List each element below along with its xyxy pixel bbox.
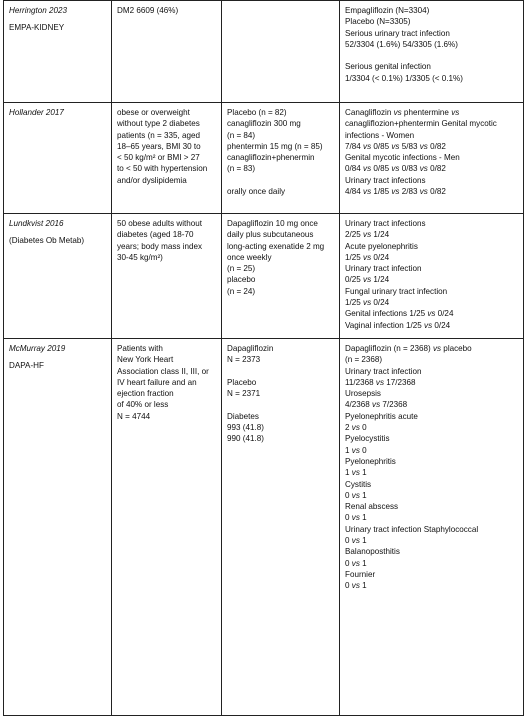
- population-line: Association class II, III, or: [117, 366, 209, 376]
- outcome-line: Acute pyelonephritis: [345, 241, 418, 251]
- outcome-line: 1 vs 1: [345, 468, 367, 478]
- population-line: N = 4744: [117, 411, 151, 421]
- outcome-line: 0/25 vs 1/24: [345, 275, 390, 285]
- population-line: 18–65 years, BMI 30 to: [117, 141, 201, 151]
- population-line: patients (n = 335, aged: [117, 130, 201, 140]
- population-cell: [112, 214, 222, 339]
- population-cell: [112, 103, 222, 214]
- study-name: McMurray 2019: [9, 344, 66, 353]
- outcome-line: Balanoposthitis: [345, 547, 400, 557]
- outcome-line: 7/84 vs 0/85 vs 5/83 vs 0/82: [345, 141, 446, 151]
- table-row: [4, 103, 524, 214]
- intervention-line: 993 (41.8): [227, 423, 264, 433]
- outcome-line: Pyelonephritis: [345, 456, 396, 466]
- population-line: Patients with: [117, 344, 163, 353]
- population-line: without type 2 diabetes: [117, 119, 200, 129]
- evidence-table: [3, 0, 524, 716]
- intervention-cell: [222, 1, 340, 103]
- study-subtitle: EMPA-KIDNEY: [9, 23, 65, 33]
- table-row: [4, 1, 524, 103]
- intervention-line: placebo: [227, 275, 256, 285]
- population-line: 50 obese adults without: [117, 219, 203, 228]
- outcome-line: Urinary tract infections: [345, 175, 426, 185]
- population-line: of 40% or less: [117, 400, 169, 410]
- outcome-line: Genital infections 1/25 vs 0/24: [345, 309, 454, 319]
- outcome-line: Urinary tract infection: [345, 366, 422, 376]
- outcome-line: Placebo (N=3305): [345, 17, 411, 27]
- outcome-line: 2/25 vs 1/24: [345, 230, 390, 240]
- outcome-line: Serious genital infection: [345, 62, 431, 72]
- intervention-cell: [222, 103, 340, 214]
- population-line: IV heart failure and an: [117, 377, 197, 387]
- intervention-line: Placebo: [227, 377, 257, 387]
- outcome-line: Fungal urinary tract infection: [345, 286, 448, 296]
- table-row: [4, 214, 524, 339]
- outcome-line: Serious urinary tract infection: [345, 28, 450, 38]
- intervention-line: daily plus subcutaneous: [227, 230, 314, 240]
- outcome-line: Pyelocystitis: [345, 434, 390, 444]
- intervention-line: (n = 83): [227, 164, 256, 174]
- outcome-line: 0 vs 1: [345, 558, 367, 568]
- intervention-line: (n = 25): [227, 264, 256, 274]
- intervention-line: Placebo (n = 82): [227, 108, 287, 117]
- outcome-line: 1 vs 0: [345, 445, 367, 455]
- outcome-line: Vaginal infection 1/25 vs 0/24: [345, 320, 451, 330]
- outcome-line: Cystitis: [345, 479, 372, 489]
- outcome-line: Pyelonephritis acute: [345, 411, 418, 421]
- study-cell: [4, 214, 112, 339]
- population-line: ejection fraction: [117, 389, 174, 399]
- intervention-line: orally once daily: [227, 187, 286, 197]
- outcome-line: Genital mycotic infections - Men: [345, 153, 460, 163]
- study-name: Hollander 2017: [9, 108, 64, 117]
- intervention-line: canagliflozin+phenermin: [227, 153, 315, 163]
- intervention-line: Dapagliflozin 10 mg once: [227, 219, 318, 228]
- outcome-line: 1/25 vs 0/24: [345, 298, 390, 308]
- outcome-line: Urosepsis: [345, 389, 381, 399]
- population-line: years; body mass index: [117, 241, 203, 251]
- intervention-cell: [222, 214, 340, 339]
- intervention-line: 990 (41.8): [227, 434, 264, 444]
- outcome-line: Canagliflozin vs phentermine vs: [345, 108, 460, 117]
- intervention-line: Dapagliflozin: [227, 344, 274, 353]
- outcome-line: canagliflozion+phentermin Genital mycotic: [345, 119, 497, 129]
- outcomes-cell: [340, 214, 524, 339]
- population-cell: [112, 1, 222, 103]
- population-line: New York Heart: [117, 355, 174, 365]
- intervention-cell: [222, 339, 340, 716]
- population-line: to < 50 with hypertension: [117, 164, 208, 174]
- study-cell: [4, 103, 112, 214]
- study-name: Herrington 2023: [9, 6, 68, 15]
- population-line: 30-45 kg/m²): [117, 252, 163, 262]
- intervention-line: N = 2371: [227, 389, 261, 399]
- study-subtitle: (Diabetes Ob Metab): [9, 236, 85, 246]
- outcome-line: infections - Women: [345, 130, 415, 140]
- table-row: [4, 339, 524, 716]
- outcomes-cell: [340, 103, 524, 214]
- intervention-line: phentermin 15 mg (n = 85): [227, 141, 323, 151]
- outcome-line: 1/3304 (< 0.1%) 1/3305 (< 0.1%): [345, 73, 463, 83]
- intervention-line: (n = 24): [227, 286, 256, 296]
- outcome-line: 2 vs 0: [345, 423, 367, 433]
- outcome-line: 0 vs 1: [345, 490, 367, 500]
- study-subtitle: DAPA-HF: [9, 361, 44, 371]
- outcomes-cell: [340, 1, 524, 103]
- outcome-line: 0 vs 1: [345, 536, 367, 546]
- population-line: < 50 kg/m² or BMI > 27: [117, 153, 200, 163]
- intervention-line: once weekly: [227, 252, 272, 262]
- outcome-line: Empagliflozin (N=3304): [345, 6, 430, 15]
- population-line: DM2 6609 (46%): [117, 6, 179, 15]
- population-line: obese or overweight: [117, 108, 190, 117]
- outcome-line: Dapagliflozin (n = 2368) vs placebo: [345, 344, 472, 353]
- outcome-line: 4/2368 vs 7/2368: [345, 400, 408, 410]
- study-cell: [4, 1, 112, 103]
- intervention-line: canagliflozin 300 mg: [227, 119, 301, 129]
- outcome-line: 52/3304 (1.6%) 54/3305 (1.6%): [345, 39, 458, 49]
- study-cell: [4, 339, 112, 716]
- outcome-line: Urinary tract infection Staphylococcal: [345, 524, 479, 534]
- outcome-line: Urinary tract infections: [345, 219, 426, 228]
- population-line: diabetes (aged 18-70: [117, 230, 194, 240]
- outcome-line: 0/84 vs 0/85 vs 0/83 vs 0/82: [345, 164, 446, 174]
- study-name: Lundkvist 2016: [9, 219, 64, 228]
- intervention-line: (n = 84): [227, 130, 256, 140]
- outcome-line: (n = 2368): [345, 355, 383, 365]
- population-line: and/or dyslipidemia: [117, 175, 187, 185]
- population-cell: [112, 339, 222, 716]
- intervention-line: long-acting exenatide 2 mg: [227, 241, 325, 251]
- outcome-line: 1/25 vs 0/24: [345, 252, 390, 262]
- outcome-line: 0 vs 1: [345, 513, 367, 523]
- outcome-line: 0 vs 1: [345, 581, 367, 591]
- outcome-line: Fournier: [345, 569, 376, 579]
- outcome-line: Renal abscess: [345, 502, 399, 512]
- outcome-line: 4/84 vs 1/85 vs 2/83 vs 0/82: [345, 187, 446, 197]
- intervention-line: Diabetes: [227, 411, 259, 421]
- outcome-line: 11/2368 vs 17/2368: [345, 377, 416, 387]
- intervention-line: N = 2373: [227, 355, 261, 365]
- outcomes-cell: [340, 339, 524, 716]
- outcome-line: Urinary tract infection: [345, 264, 422, 274]
